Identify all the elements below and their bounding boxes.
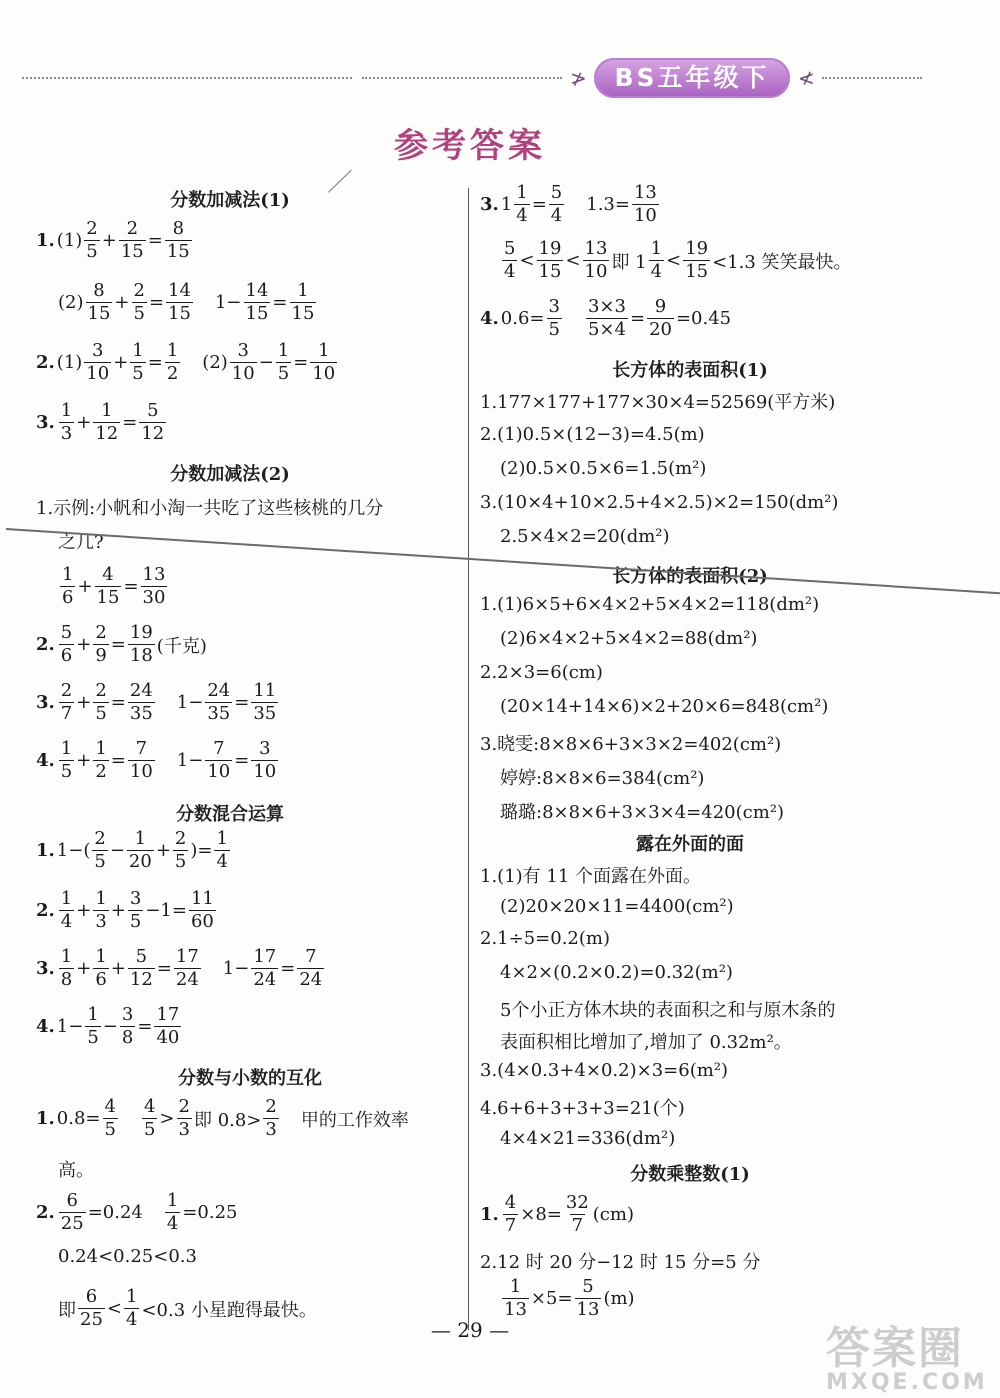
answer-text: 3.(4×0.3+4×0.2)×3=6(m²)	[480, 1060, 729, 1081]
section-heading: 分数混合运算	[176, 804, 284, 825]
answer-line: 3. 2 7 + 2 5 = 24 35 1− 24 35 = 11 35	[36, 680, 277, 724]
answer-text: 表面积相比增加了,增加了 0.32m²。	[500, 1032, 792, 1053]
ornament-left-icon: ≯	[570, 66, 587, 90]
answer-line: 4. 0.6= 3 5 3×3 5×4 = 9 20 =0.45	[480, 296, 732, 340]
answer-text: (cm)	[592, 1204, 634, 1225]
answer-text: 4×4×21=336(dm²)	[500, 1128, 676, 1149]
answer-text: (2)6×4×2+5×4×2=88(dm²)	[500, 628, 758, 649]
answer-line: 即 6 25 < 1 4 <0.3 小星跑得最快。	[58, 1286, 317, 1330]
section-heading: 露在外面的面	[636, 834, 744, 855]
answer-text: 1.(1)有 11 个面露在外面。	[480, 866, 702, 887]
answer-text: 3.晓雯:8×8×6+3×3×2=402(cm²)	[480, 734, 782, 755]
watermark-logo	[826, 1312, 988, 1395]
answer-text: 5个小正方体木块的表面积之和与原木条的	[500, 1000, 836, 1021]
answer-line: 1 6 + 4 15 = 13 30	[62, 564, 166, 608]
column-divider	[468, 188, 469, 1330]
answer-line: 4. 1− 1 5 − 3 8 = 17 40	[36, 1004, 180, 1048]
answer-text: 1.(1)6×5+6×4×2+5×4×2=118(dm²)	[480, 594, 820, 615]
answer-text: 2.5×4×2=20(dm²)	[500, 526, 670, 547]
section-heading: 分数与小数的互化	[178, 1068, 322, 1089]
answer-text: 甲的工作效率	[300, 1109, 409, 1131]
header-dotted-line-right	[822, 77, 922, 79]
answer-text: 高。	[58, 1160, 94, 1181]
answer-text: 4.6+6+3+3+3=21(个)	[480, 1098, 685, 1119]
answer-text: (2)20×20×11=4400(cm²)	[500, 896, 734, 917]
answer-line: 2. 1 4 + 1 3 + 3 5 −1= 11 60	[36, 888, 214, 932]
answer-text: 之几?	[58, 532, 104, 553]
page-title: 参考答案	[394, 126, 546, 166]
answer-line: 5 4 < 19 15 < 13 10 即 1 1 4 < 19 15 <1.3 笑笑最快。	[504, 238, 852, 282]
answer-line: 1 13 ×5= 5 13 (m)	[504, 1276, 635, 1320]
answer-text: 0.24<0.25<0.3	[58, 1246, 197, 1267]
answer-text: 璐璐:8×8×6+3×3×4=420(cm²)	[500, 802, 785, 823]
answer-line: 1. 0.8= 4 5 4 5 > 2 3 即 0.8> 2 3 甲的工作效率	[36, 1096, 409, 1140]
answer-text: 3.(10×4+10×2.5+4×2.5)×2=150(dm²)	[480, 492, 839, 513]
answer-line: 3. 1 8 + 1 6 + 5 12 = 17 24 1− 17 24 = 7 24	[36, 946, 323, 990]
answer-line: 1. 4 7 ×8= 32 7 (cm)	[480, 1192, 634, 1236]
watermark-url: MXQE.COM	[826, 1370, 988, 1395]
answer-text: 2.1÷5=0.2(m)	[480, 928, 610, 949]
header-dotted-line-left	[22, 77, 352, 79]
answer-text: (20×14+14×6)×2+20×6=848(cm²)	[500, 696, 829, 717]
answer-text: 1.177×177+177×30×4=52569(平方米)	[480, 392, 836, 413]
answer-line: 4. 1 5 + 1 2 = 7 10 1− 7 10 = 3 10	[36, 738, 277, 782]
answer-text: 4×2×(0.2×0.2)=0.32(m²)	[500, 962, 733, 983]
watermark-text: 答案圈	[826, 1323, 964, 1374]
section-heading: 分数乘整数(1)	[630, 1164, 750, 1185]
section-heading: 长方体的表面积(1)	[612, 360, 768, 381]
answer-text: 2.(1)0.5×(12−3)=4.5(m)	[480, 424, 705, 445]
answer-line: 2. 5 6 + 2 9 = 19 18 (千克)	[36, 622, 207, 666]
answer-text: <0.3 小星跑得最快。	[141, 1299, 317, 1321]
answer-text: 2.2×3=6(cm)	[480, 662, 603, 683]
answer-text: 2.12 时 20 分−12 时 15 分=5 分	[480, 1252, 761, 1273]
answer-line: 1. 1−( 2 5 − 1 20 + 2 5 )= 1 4	[36, 828, 228, 872]
answer-text: 婷婷:8×8×6=384(cm²)	[500, 768, 705, 789]
answer-line: 1. (1) 2 5 + 2 15 = 8 15	[36, 218, 190, 262]
answer-line: (2) 8 15 + 2 5 = 14 15 1− 14 15 = 1 15	[58, 280, 315, 324]
answer-line: 3. 1 1 4 = 5 4 1.3= 13 10	[480, 182, 657, 226]
answer-text: 1.示例:小帆和小淘一共吃了这些核桃的几分	[36, 498, 384, 519]
answer-line: 2. 6 25 =0.24 1 4 =0.25	[36, 1190, 238, 1234]
answer-text: (m)	[603, 1288, 635, 1309]
answer-text: (2)0.5×0.5×6=1.5(m²)	[500, 458, 707, 479]
section-heading: 分数加减法(1)	[170, 190, 290, 211]
answer-text: <1.3 笑笑最快。	[712, 251, 852, 273]
answer-line: 2. (1) 3 10 + 1 5 = 1 2 (2) 3 10 − 1 5 = 1 10	[36, 340, 336, 384]
header-dotted-line-mid	[362, 77, 562, 79]
pen-mark	[328, 170, 352, 193]
grade-badge: BS五年级下	[594, 58, 790, 98]
section-heading: 分数加减法(2)	[170, 464, 290, 485]
section-heading: 长方体的表面积(2)	[612, 566, 768, 587]
answer-line: 3. 1 3 + 1 12 = 5 12	[36, 400, 165, 444]
page-number: — 29 —	[430, 1318, 510, 1342]
ornament-right-icon: ≮	[798, 66, 815, 90]
